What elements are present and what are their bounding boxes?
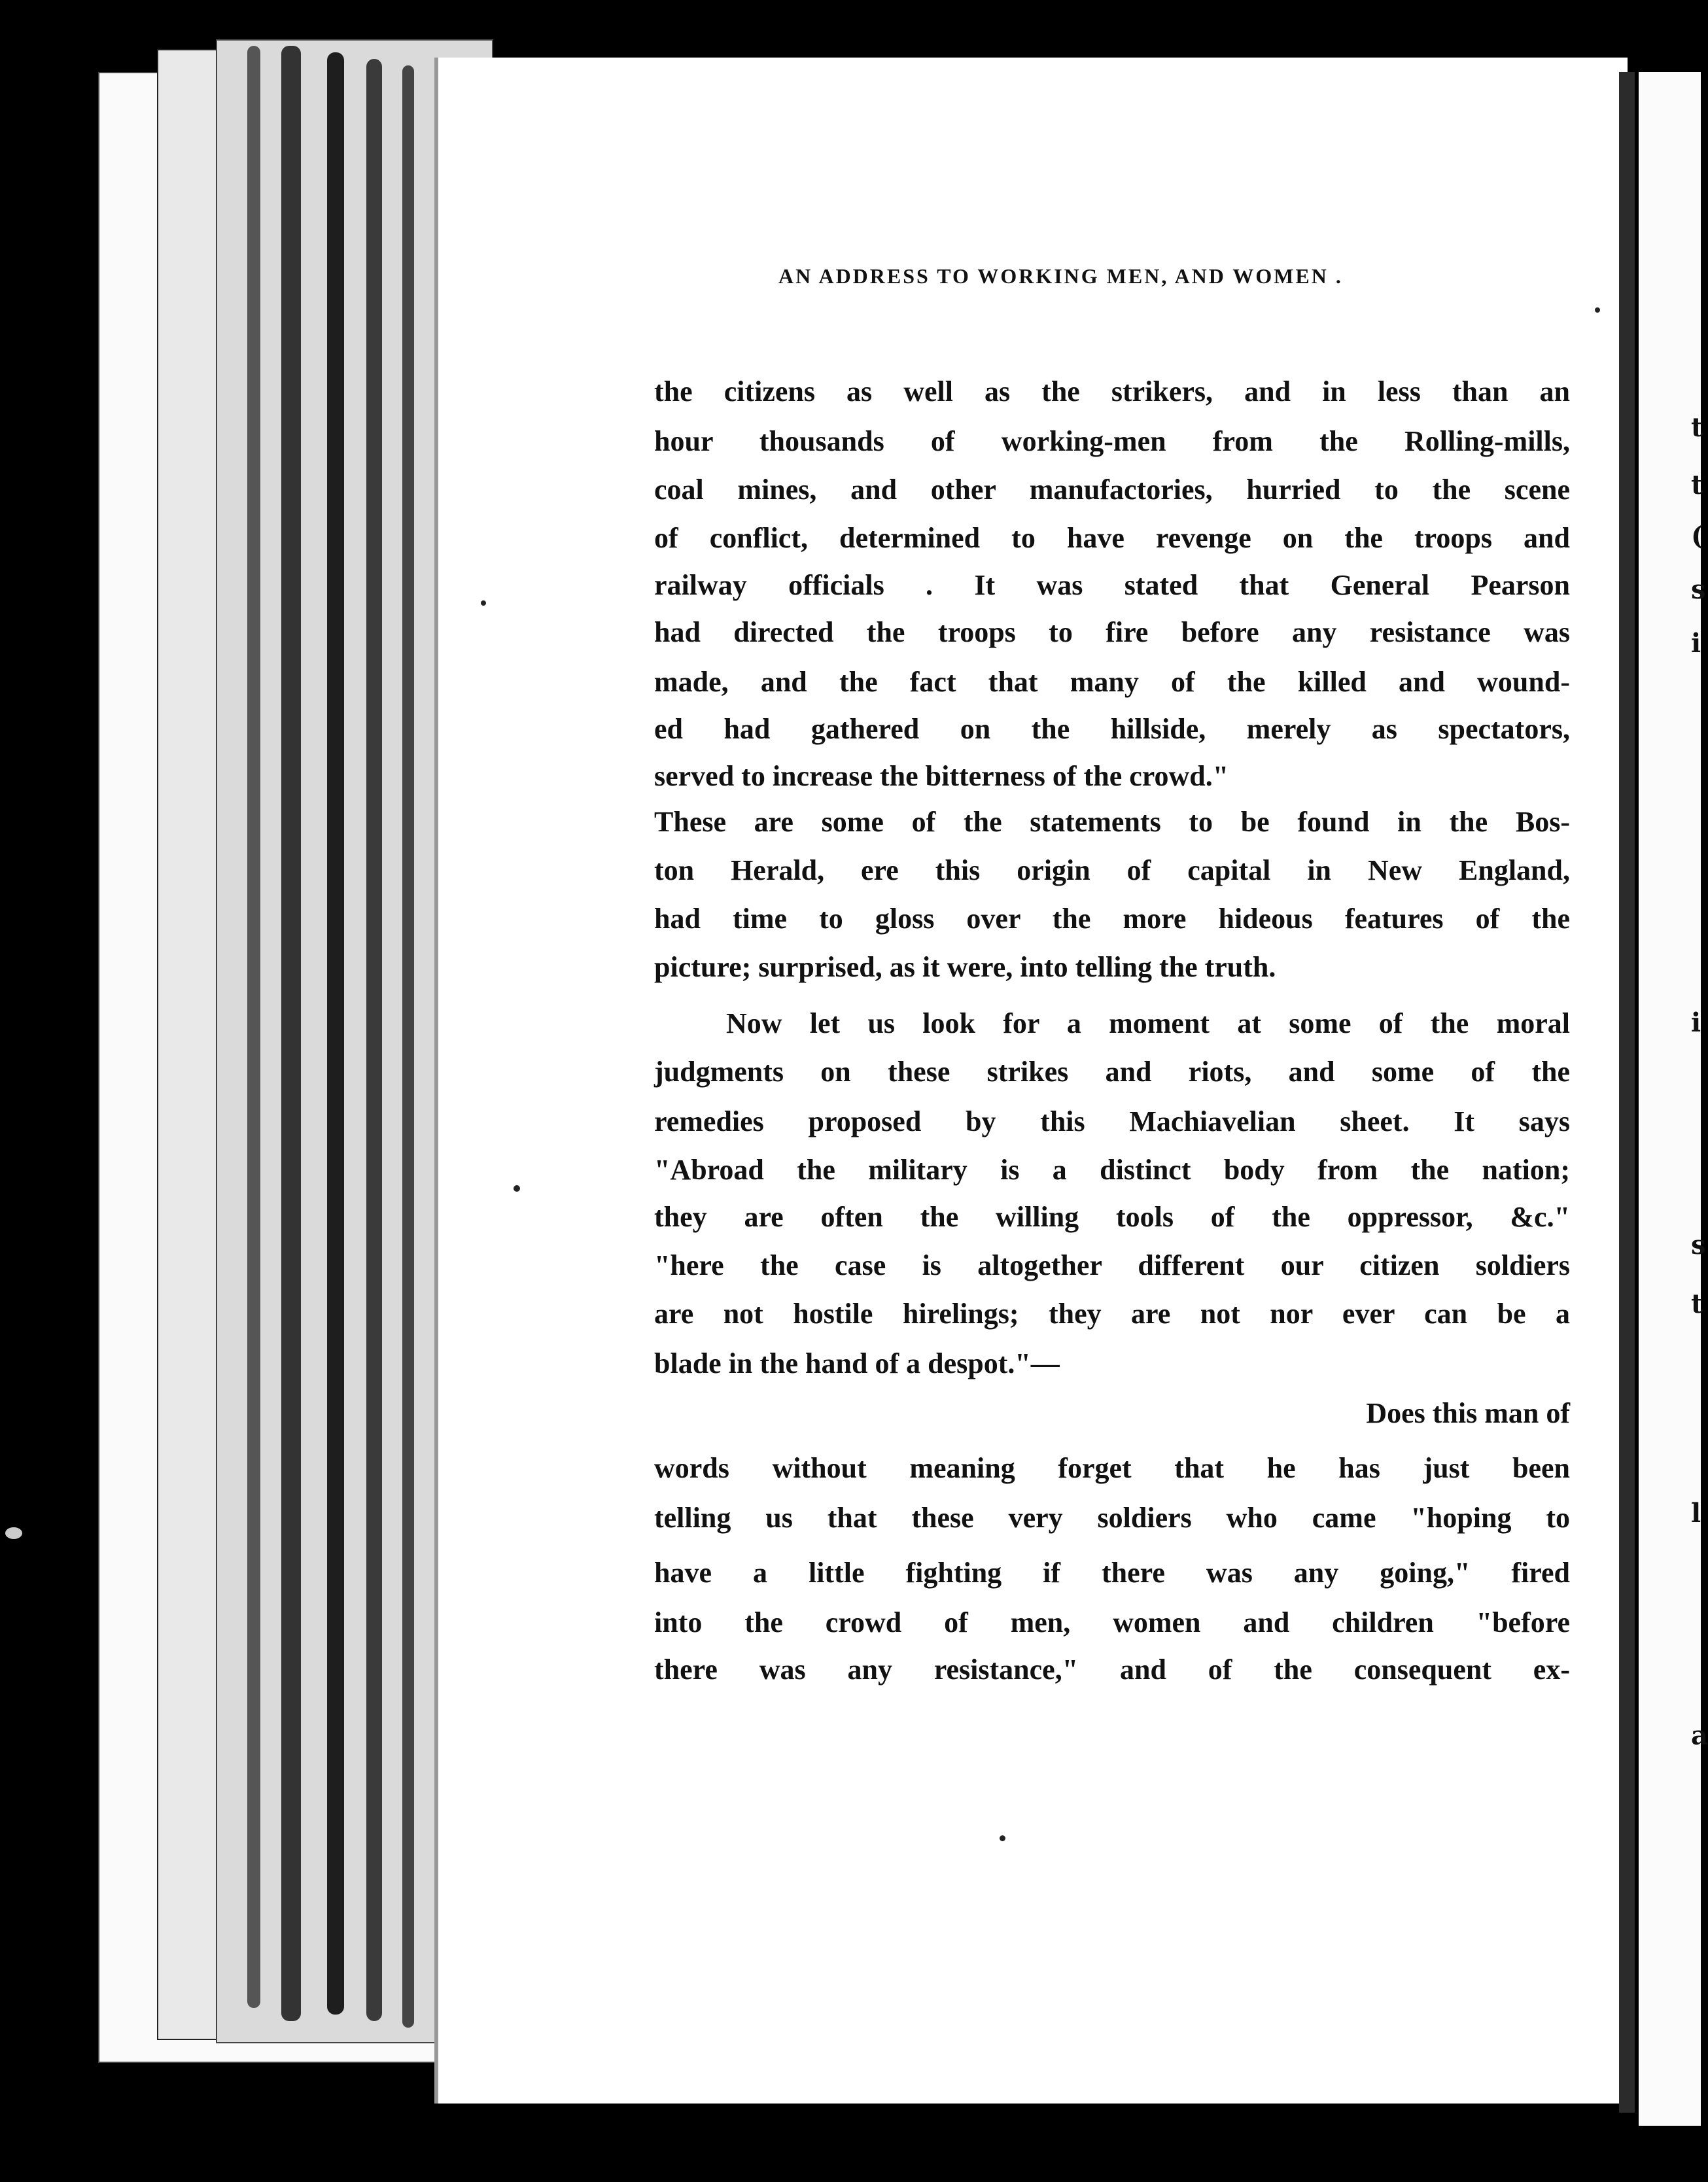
text-line: are not hostile hirelings; they are not nor ever can be a: [654, 1298, 1570, 1330]
text-line: words without meaning forget that he has just been: [654, 1452, 1570, 1484]
text-line: These are some of the statements to be found in the Bos-: [654, 806, 1570, 838]
text-line: had directed the troops to fire before any resistance was: [654, 616, 1570, 648]
text-line: hour thousands of working-men from the Rolling-mills,: [654, 425, 1570, 457]
text-line: the citizens as well as the strikers, and in less than an: [654, 375, 1570, 407]
torn-page-edge: [402, 65, 414, 2028]
text-line: had time to gloss over the more hideous features of the: [654, 903, 1570, 935]
text-line: coal mines, and other manufactories, hurried to the scene: [654, 474, 1570, 506]
text-line: of conflict, determined to have revenge on the troops and: [654, 522, 1570, 554]
text-line: "here the case is altogether different our citizen soldiers: [654, 1249, 1570, 1281]
adjacent-page-letter: t: [1691, 1289, 1703, 1319]
adjacent-page-letter: t: [1691, 412, 1703, 443]
text-line: "Abroad the military is a distinct body from the nation;: [654, 1154, 1570, 1186]
adjacent-page-letter: (: [1691, 521, 1703, 551]
ink-speck: [514, 1185, 520, 1192]
text-line: made, and the fact that many of the killed and wound-: [654, 666, 1570, 698]
text-line: there was any resistance," and of the consequent ex-: [654, 1654, 1570, 1686]
adjacent-page-letter: a: [1691, 1720, 1708, 1751]
ink-speck: [1000, 1835, 1005, 1841]
adjacent-page: [1639, 72, 1708, 2126]
text-line: railway officials . It was stated that General Pearson: [654, 569, 1570, 601]
ink-speck: [481, 600, 486, 606]
ink-speck: [1595, 307, 1600, 313]
torn-page-edge: [281, 46, 301, 2021]
adjacent-page-letter: l: [1691, 1498, 1701, 1529]
text-line: picture; surprised, as it were, into telling the truth.: [654, 951, 1276, 983]
adjacent-page-letter: i: [1691, 1007, 1701, 1038]
adjacent-page-letter: i: [1691, 628, 1701, 659]
scan-artifact: [5, 1527, 22, 1539]
text-line: into the crowd of men, women and children "before: [654, 1606, 1570, 1638]
text-line: ton Herald, ere this origin of capital in New England,: [654, 854, 1570, 886]
torn-page-edge: [327, 52, 344, 2015]
text-line: telling us that these very soldiers who came "hoping to: [654, 1502, 1570, 1534]
text-line: judgments on these strikes and riots, and some of the: [654, 1056, 1570, 1088]
text-line: remedies proposed by this Machiavelian sheet. It says: [654, 1105, 1570, 1137]
adjacent-page-letter: s: [1691, 574, 1706, 605]
text-line: served to increase the bitterness of the crowd.": [654, 760, 1229, 792]
text-line: have a little fighting if there was any going," fired: [654, 1557, 1570, 1589]
adjacent-page-letter: t: [1691, 470, 1703, 500]
text-line: ed had gathered on the hillside, merely as spectators,: [654, 713, 1570, 745]
text-line: blade in the hand of a despot."—: [654, 1347, 1060, 1379]
text-line: Does this man of: [1366, 1397, 1570, 1429]
torn-page-edge: [247, 46, 260, 2008]
adjacent-page-letter: s: [1691, 1230, 1706, 1260]
book-spine-edge: [1619, 72, 1635, 2113]
text-line: Now let us look for a moment at some of the moral: [726, 1007, 1570, 1039]
running-head: AN ADDRESS TO WORKING MEN, AND WOMEN .: [778, 264, 1343, 288]
torn-page-edge: [366, 59, 382, 2021]
text-line: they are often the willing tools of the oppressor, &c.": [654, 1201, 1570, 1233]
